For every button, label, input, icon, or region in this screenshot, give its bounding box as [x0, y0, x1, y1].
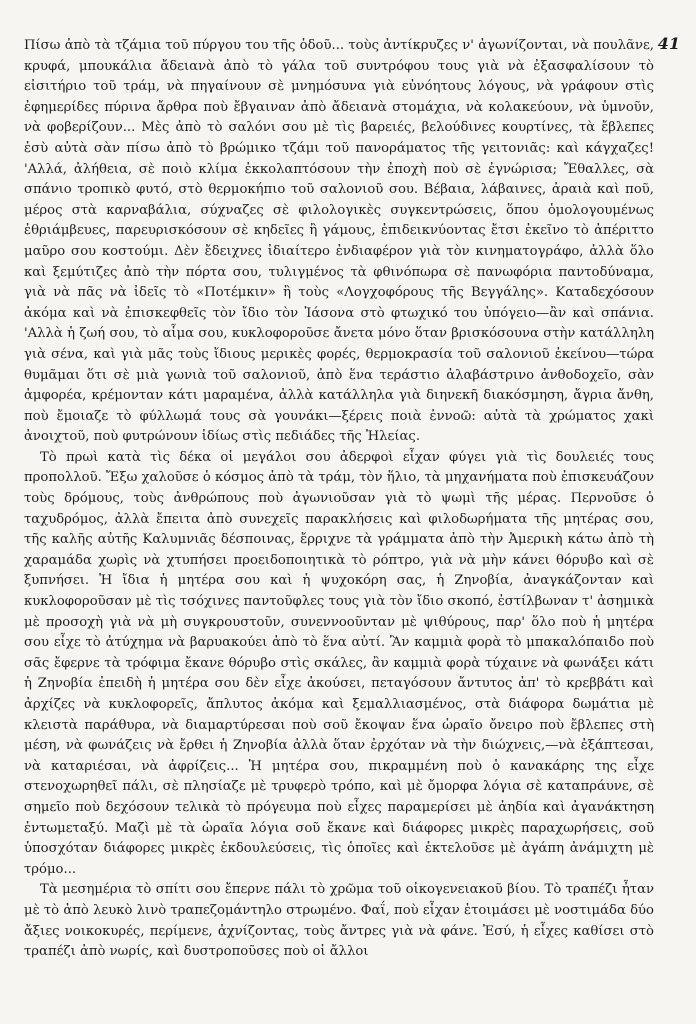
- paragraph-3: Τὰ μεσημέρια τὸ σπίτι σου ἔπερνε πάλι τὸ χρῶμα τοῦ οἰκογενειακοῦ βίου. Τὸ τραπέζι ἦταν μὲ τὸ ἀπὸ λευκὸ λινὸ τραπεζομάντηλο στρωμένο. Φαΐ, ποὺ εἶχαν ἑτοιμάσει μὲ νοστιμάδα δύο ἄξιες νοικοκυρές, περίμενε, ἀχνίζοντας, τοὺς ἄντρες γιὰ νὰ φάνε. Ἐσύ, ἡ εἶχες καθίσει στὸ τραπέζι ἀπὸ νωρίς, καὶ δυστροποῦσες ποὺ οἱ ἄλλοι: [24, 882, 654, 960]
- page-body: [24, 36, 654, 963]
- paragraph-1: Πίσω ἀπὸ τὰ τζάμια τοῦ πύργου του τῆς ὁδοῦ... τοὺς ἀντίκρυζες ν' ἀγωνίζονται, νὰ πουλᾶνε, κρυφά, μπουκάλια ἄδειανὰ ἀπὸ τὸ γάλα τοῦ συντρόφου τους γιὰ νὰ ἐξασφαλίσουν τὸ εἰσιτήριο τοῦ τράμ, νὰ πηγαίνουν σὲ μνημόσυνα γιὰ εὐνόητους λόγους, νὰ γράφουν στὶς ἐφημερίδες πύρινα ἄρθρα ποὺ ἔβγαιναν ἀπὸ ἄδειανὰ στομάχια, νὰ κολακεύουν, νὰ ὑμνοῦν, νὰ φοβερίζουν... Μὲς ἀπὸ τὸ σαλόνι σου μὲ τὶς βαρειές, βελούδινες κουρτίνες, τὰ ἔβλεπες ἐσὺ αὐτὰ σὰν πίσω ἀπὸ τὸ βρώμικο τζάμι τοῦ πανοράματος τῆς γειτονιᾶς: καὶ κάγχαζες! 'Αλλά, ἀλήθεια, σὲ ποιὸ κλίμα ἐκκολαπτόσουν τὴν ἐποχὴ ποὺ σὲ ἐγνώρισα; Ἔθαλλες, σὰ σπάνιο τροπικὸ φυτό, στὸ θερμοκήπιο τοῦ σαλονιοῦ σου. Βέβαια, λάβαινες, ἀραιὰ καὶ ποῦ, μέρος στὰ καρναβάλια, σύχναζες σὲ φιλολογικὲς συγκεντρώσεις, ὅπου ὁμολογουμένως ἐθριάμβευες, παρευρισκόσουν σὲ κηδεῖες ἢ γάμους, ἐπιδεικνύοντας ἔτσι ἐκεῖνο τὸ ἀπέριττο μαῦρο σου κοστούμι. Δὲν ἔδειχνες ἰδιαίτερο ἐνδιαφέρον γιὰ τὸν κινηματογράφο, ἀλλὰ ὅλο καὶ ξεμύτιζες ἀπὸ τὴν πόρτα σου, τυλιγμένος τὰ φθινόπωρα σὲ πανωφόρια παντοδύναμα, γιὰ νὰ πᾶς νὰ ἰδεῖς τὸ «Ποτέμκιν» ἢ τοὺς «Λογχοφόρους τῆς Βεγγάλης». Καταδεχόσουν ἀκόμα καὶ νὰ ἐπισκεφθεῖς τὸν ἴδιο τὸν Ἰάσονα στὸ φτωχικό του ὑπόγειο—ἂν καὶ σπάνια. 'Αλλὰ ἡ ζωή σου, τὸ αἷμα σου, κυκλοφοροῦσε ἄνετα μόνο ὅταν βρισκόσουνα στὴν κατάλληλη γιὰ σένα, καὶ γιὰ μᾶς τοὺς ἴδιους μερικὲς φορές, θερμοκρασία τοῦ σαλονιοῦ ἐκείνου—τώρα θυμᾶμαι ὅτι σὲ μιὰ γωνιὰ τοῦ σαλονιοῦ, ἀπὸ ἕνα τεράστιο ἀλαβάστρινο ἀνθοδοχεῖο, σὰν ἀμφορέα, κρέμονταν κάτι μαραμένα, ἀλλὰ κατάλληλα γιὰ διηνεκῆ διακόσμηση, ἄγρια ἄνθη, ποὺ ἔμοιαζε τὸ φύλλωμά τους σὰ γουνάκι—ξέρεις ποιὰ ἐννοῶ: αὐτὰ τὰ χρώματος χακὶ ἀνοιχτοῦ, ποὺ φυτρώνουν ἰδίως στὶς πεδιάδες τῆς Ἠλείας.: [24, 38, 654, 445]
- page-number: 41: [657, 34, 680, 53]
- paragraph-2: Τὸ πρωὶ κατὰ τὶς δέκα οἱ μεγάλοι σου ἀδερφοὶ εἶχαν φύγει γιὰ τὶς δουλειές τους προπολλοῦ. Ἔξω χαλοῦσε ὁ κόσμος ἀπὸ τὰ τράμ, τὸν ἥλιο, τὰ μηχανήματα ποὺ ἐπισκευάζουν τοὺς δρόμους, τοὺς ἀνθρώπους ποὺ ἀγωνιοῦσαν γιὰ τὸ ψωμὶ τῆς μέρας. Περνοῦσε ὁ ταχυδρόμος, ἀλλὰ ἔπειτα ἀπὸ συνεχεῖς παρακλήσεις καὶ φιλοδωρήματα τῆς μητέρας σου, τῆς καλῆς αὐτῆς Καλυμνιᾶς δέσποινας, ἔρριχνε τὰ γράμματα ἀπὸ τὴν Ἀμερικὴ κάτω ἀπὸ τὴ χαραμάδα χωρὶς νὰ χτυπήσει προειδοποιητικὰ τὸ ρόπτρο, γιὰ νὰ μὴν κάνει θόρυβο καὶ σὲ ξυπνήσει. Ἡ ἴδια ἡ μητέρα σου καὶ ἡ ψυχοκόρη σας, ἡ Ζηνοβία, ἀναγκάζονταν καὶ κυκλοφοροῦσαν μὲ τὶς τσόχινες παντοῦφλες τους γιὰ τὸν ἴδιο σκοπό, ἐστίλβωναν τ' ἀσημικὰ μὲ προσοχὴ γιὰ νὰ μὴ συγκρουστοῦν, συνεννοοῦνταν μὲ ψιθύρους, παρ' ὅλο ποὺ ἡ μητέρα σου εἶχε τὸ ἀτύχημα νὰ βαρυακούει ἀπὸ τὸ ἕνα αὐτί. Ἂν καμμιὰ φορὰ τὸ μπακαλόπαιδο ποὺ σᾶς ἔφερνε τὰ τρόφιμα ἔκανε θόρυβο στὶς σκάλες, ἂν καμμιὰ φορὰ τύχαινε νὰ φωνάξει κάτι ἡ Ζηνοβία ἐπειδὴ ἡ μητέρα σου δὲν εἶχε ἀκούσει, πεταγόσουν ἄντυτος ἀπ' τὸ κρεββάτι καὶ ἀρχίζες νὰ κυκλοφορεῖς, ἄπλυτος ἀκόμα καὶ ξεμαλλιασμένος, στὰ διάφορα δωμάτια μὲ κλειστὰ παράθυρα, νὰ διαμαρτύρεσαι ποὺ σοῦ ἔκοψαν ἕνα ὡραῖο ὄνειρο ποὺ ἔβλεπες στὴ μέση, νὰ φωνάζεις νὰ ἔρθει ἡ Ζηνοβία ἀλλὰ ὅταν ἐρχόταν νὰ τὴν διώχνεις,—νὰ ἐξάπτεσαι, νὰ καταριέσαι, νὰ ἀφρίζεις... Ἡ μητέρα σου, πικραμμένη ποὺ ὁ κανακάρης της εἶχε στενοχωρηθεῖ πάλι, σὲ πλησίαζε μὲ τρυφερὸ τρόπο, καὶ μὲ ὄμορφα λόγια σὲ καταπράυνε, σὲ σημεῖο ποὺ δεχόσουν τελικὰ τὸ πρόγευμα ποὺ εἶχες παραμερίσει μὲ ἀηδία καὶ ἀγανάκτηση ἐντωμεταξύ. Μαζὶ μὲ τὰ ὡραῖα λόγια σοῦ ἔκανε καὶ διάφορες μικρὲς παραχωρήσεις, σοῦ ὑποσχόταν διάφορες μικρὲς ἐκδουλεύσεις, τὶς ὁποῖες καὶ ἐκτελοῦσε μὲ ἀγάπη ἀνάμιχτη μὲ τρόμο...: [24, 449, 654, 877]
